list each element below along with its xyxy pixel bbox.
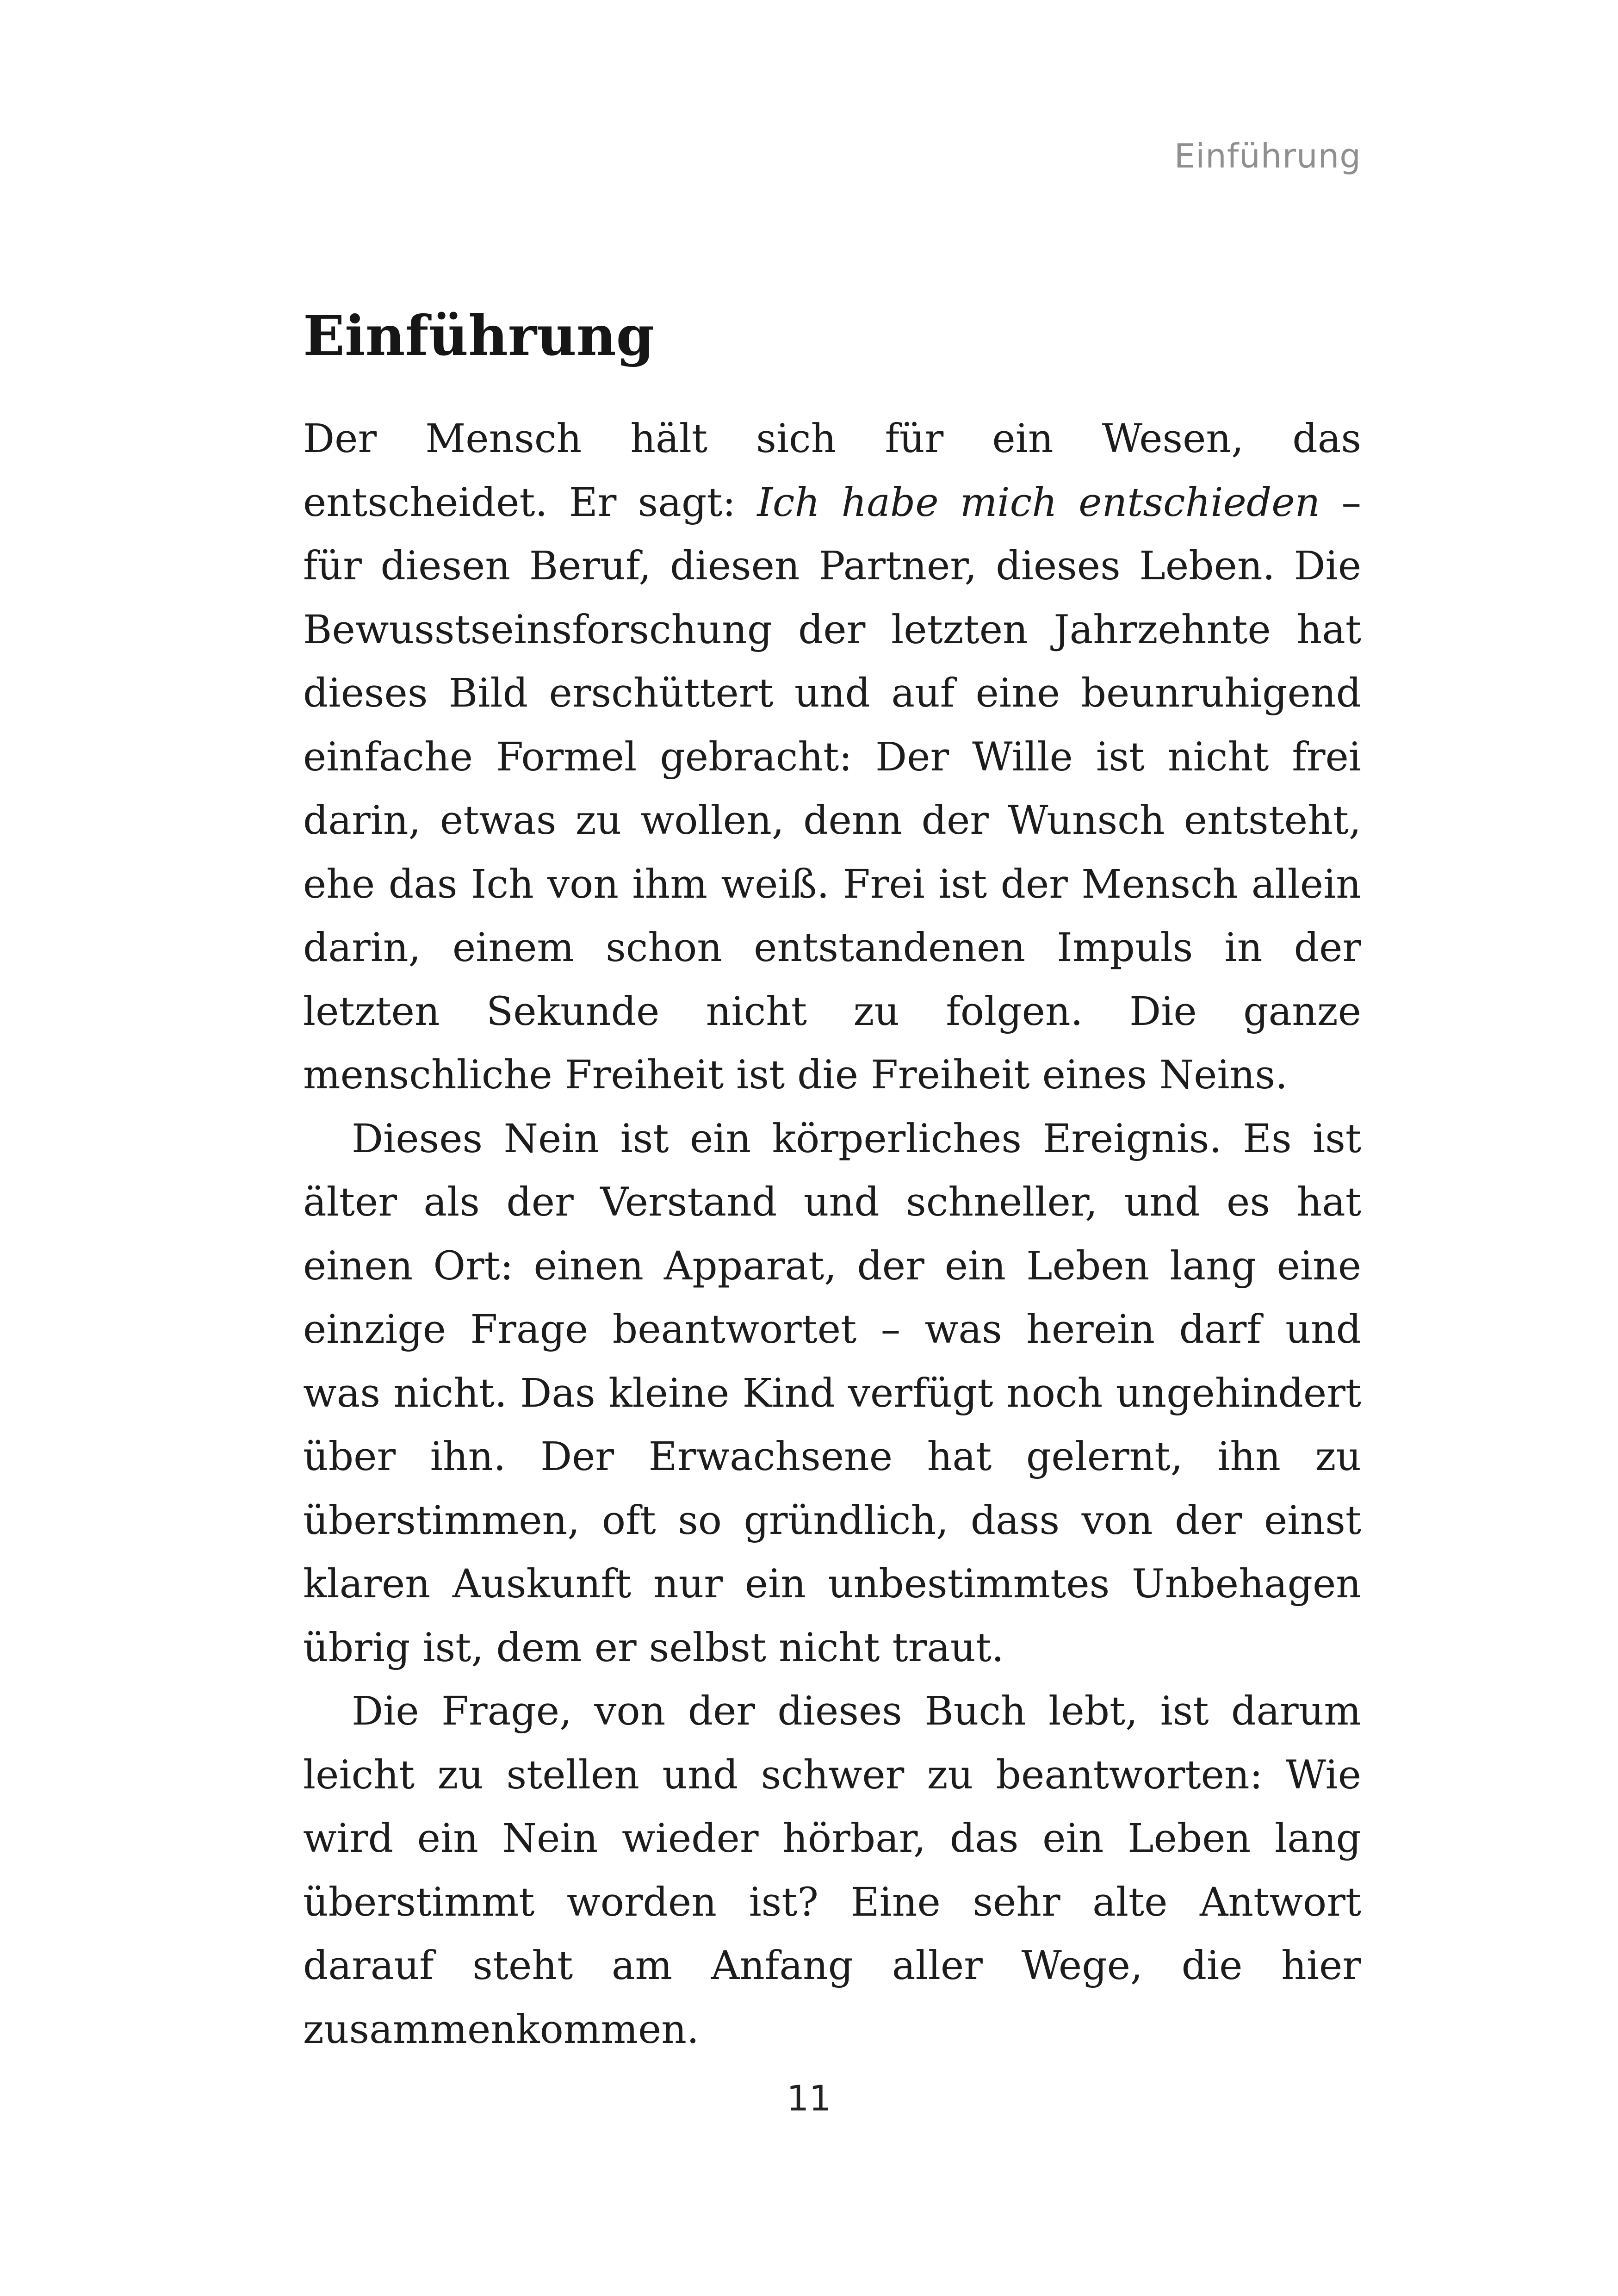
page-number: 11 (787, 2078, 831, 2119)
paragraph-3: Die Frage, von der dieses Buch lebt, ist darum leicht zu stellen und schwer zu beantworten: Wie wird ein Nein wieder hörbar, das ein Leben lang überstimmt worden ist? Eine sehr alte Antwort darauf steht am Anfang aller Wege, die hier zusammenkommen. (303, 1688, 1361, 2053)
paragraph-1-lead: Der Mensch hält sich für ein Wesen, das entscheidet. Er sagt: (303, 416, 1361, 526)
paragraph-2: Dieses Nein ist ein körperliches Ereignis. Es ist älter als der Verstand und schneller, und es hat einen Ort: einen Apparat, der ein Leben lang eine einzige Frage beantwortet – was herein darf und was nicht. Das kleine Kind verfügt noch ungehindert über ihn. Der Erwachsene hat gelernt, ihn zu überstimmen, oft so gründlich, dass von der einst klaren Auskunft nur ein unbestimmtes Unbehagen übrig ist, dem er selbst nicht traut. (303, 1116, 1361, 1671)
paragraph-1-italic-quote: Ich habe mich entschieden (757, 479, 1320, 526)
paragraph-1-rest: – für diesen Beruf, diesen Partner, dieses Leben. Die Bewusstseinsforschung der letzten Jahrzehnte hat dieses Bild erschüttert und auf eine beunruhigend einfache Formel gebracht: Der Wille ist nicht frei darin, etwas zu wollen, denn der Wunsch entsteht, ehe das Ich von ihm weiß. Frei ist der Mensch allein darin, einem schon entstandenen Impuls in der letzten Sekunde nicht zu folgen. Die ganze menschliche Freiheit ist die Freiheit eines Neins. (303, 479, 1362, 1098)
paragraph-1 (303, 407, 1361, 1107)
body-text (303, 407, 1361, 2061)
running-header: Einführung (1174, 137, 1361, 175)
chapter-title: Einführung (303, 304, 655, 368)
